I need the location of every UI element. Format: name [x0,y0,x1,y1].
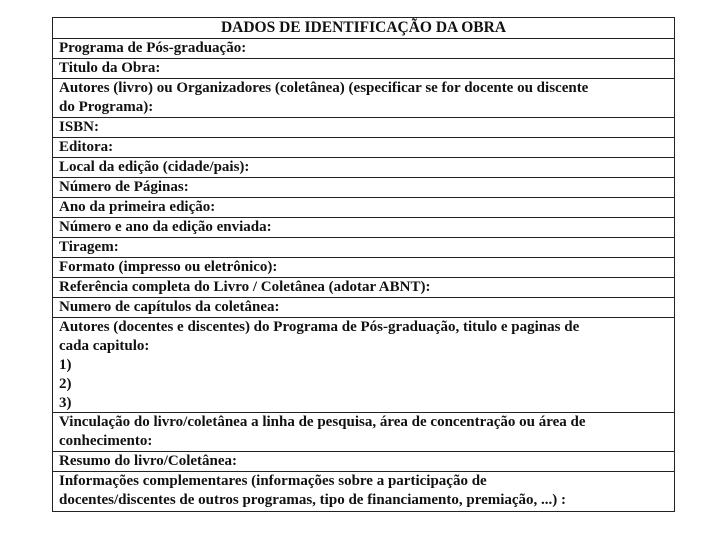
field-autores-label-line2: do Programa): [59,99,154,115]
field-capitulos[interactable] [53,318,674,413]
field-referencia[interactable] [53,278,674,298]
field-programa-label: Programa de Pós-graduação: [59,40,247,56]
identification-form [52,17,675,512]
field-vinculacao-label-line1: Vinculação do livro/coletânea a linha de pesquisa, área de concentração ou área de [59,414,586,430]
field-referencia-label: Referência completa do Livro / Coletânea (adotar ABNT): [59,279,431,295]
field-info-label-line2: docentes/discentes de outros programas, tipo de financiamento, premiação, ...) : [59,492,567,508]
field-num-capitulos-label: Numero de capítulos da coletânea: [59,299,280,315]
field-numero-ano-label: Número e ano da edição enviada: [59,219,272,235]
field-titulo-label: Titulo da Obra: [59,60,161,76]
field-isbn[interactable] [53,118,674,138]
field-editora[interactable] [53,138,674,158]
field-vinculacao-label-line2: conhecimento: [59,433,153,449]
field-local[interactable] [53,158,674,178]
field-titulo[interactable] [53,59,674,79]
field-programa[interactable] [53,39,674,59]
field-info-complementares[interactable] [53,472,674,511]
field-paginas[interactable] [53,178,674,198]
field-autores[interactable] [53,79,674,118]
field-ano-primeira-label: Ano da primeira edição: [59,199,216,215]
field-paginas-label: Número de Páginas: [59,179,189,195]
field-formato[interactable] [53,258,674,278]
field-isbn-label: ISBN: [59,119,100,135]
field-info-label-line1: Informações complementares (informações sobre a participação de [59,473,487,489]
field-formato-label: Formato (impresso ou eletrônico): [59,259,278,275]
field-tiragem[interactable] [53,238,674,258]
capitulos-item-2: 2) [59,376,72,392]
field-capitulos-label-line1: Autores (docentes e discentes) do Programa de Pós-graduação, titulo e paginas de [59,319,580,335]
field-numero-ano[interactable] [53,218,674,238]
field-resumo-label: Resumo do livro/Coletânea: [59,453,238,469]
field-num-capitulos[interactable] [53,298,674,318]
capitulos-item-1: 1) [59,357,72,373]
form-title: DADOS DE IDENTIFICAÇÃO DA OBRA [53,18,674,39]
field-resumo[interactable] [53,452,674,472]
capitulos-item-3: 3) [59,395,72,411]
field-editora-label: Editora: [59,139,114,155]
field-ano-primeira[interactable] [53,198,674,218]
field-local-label: Local da edição (cidade/pais): [59,159,250,175]
field-tiragem-label: Tiragem: [59,239,119,255]
field-autores-label-line1: Autores (livro) ou Organizadores (coletânea) (especificar se for docente ou discente [59,80,589,96]
field-vinculacao[interactable] [53,413,674,452]
field-capitulos-label-line2: cada capitulo: [59,338,150,354]
